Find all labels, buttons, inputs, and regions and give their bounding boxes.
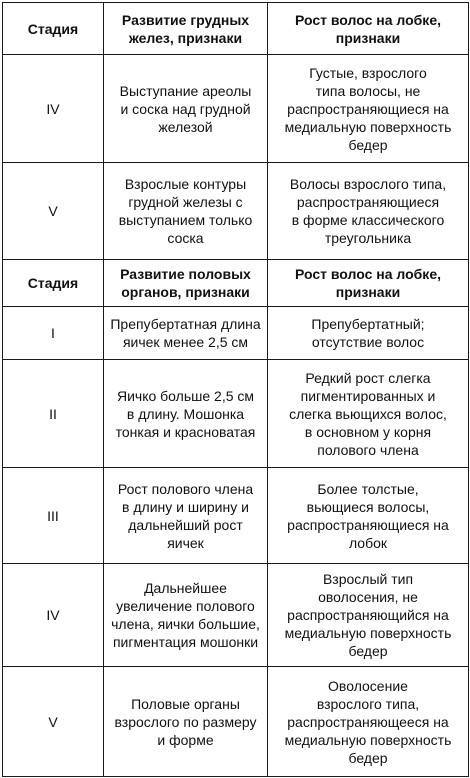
- header-row-genital: [3, 260, 469, 307]
- table-row: [3, 360, 469, 468]
- pubic-hair-cell: Препубертатный; отсутствие волос: [268, 307, 469, 360]
- stage-cell: V: [3, 163, 104, 260]
- genital-development-cell: Половые органы взрослого по размеру и форме: [104, 667, 268, 777]
- stage-cell: IV: [3, 55, 104, 163]
- table-row: [3, 564, 469, 667]
- genital-development-cell: Яичко больше 2,5 см в длину. Мошонка тонкая и красноватая: [104, 360, 268, 468]
- breast-development-cell: Взрослые контуры грудной железы с выступанием только соска: [104, 163, 268, 260]
- table-row: [3, 55, 469, 163]
- header-pubic-hair-cell: Рост волос на лобке, признаки: [268, 3, 469, 55]
- header-stage-cell: Стадия: [3, 3, 104, 55]
- pubic-hair-cell: Взрослый тип оволосения, не распространяющийся на медиальную поверхность бедер: [268, 564, 469, 667]
- stage-cell: IV: [3, 564, 104, 667]
- stage-cell: I: [3, 307, 104, 360]
- genital-development-cell: Препубертатная длина яичек менее 2,5 см: [104, 307, 268, 360]
- pubic-hair-cell: Редкий рост слегка пигментированных и слегка вьющихся волос, в основном у корня полового члена: [268, 360, 469, 468]
- header-row-breast: [3, 3, 469, 55]
- pubic-hair-cell: Более толстые, вьющиеся волосы, распространяющиеся на лобок: [268, 468, 469, 564]
- pubic-hair-cell: Густые, взрослого типа волосы, не распространяющиеся на медиальную поверхность бедер: [268, 55, 469, 163]
- genital-development-cell: Дальнейшее увеличение полового члена, яички большие, пигментация мошонки: [104, 564, 268, 667]
- header-stage-cell: Стадия: [3, 260, 104, 307]
- stage-cell: II: [3, 360, 104, 468]
- header-breast-development-cell: Развитие грудных желез, признаки: [104, 3, 268, 55]
- table-row: [3, 307, 469, 360]
- stage-cell: III: [3, 468, 104, 564]
- stage-cell: V: [3, 667, 104, 777]
- header-pubic-hair-cell: Рост волос на лобке, признаки: [268, 260, 469, 307]
- table-row: [3, 468, 469, 564]
- table-row: [3, 163, 469, 260]
- pubic-hair-cell: Волосы взрослого типа, распространяющиеся в форме классического треугольника: [268, 163, 469, 260]
- pubic-hair-cell: Оволосение взрослого типа, распространяющееся на медиальную поверхность бедер: [268, 667, 469, 777]
- genital-development-cell: Рост полового члена в длину и ширину и дальнейший рост яичек: [104, 468, 268, 564]
- header-genital-development-cell: Развитие половых органов, признаки: [104, 260, 268, 307]
- stages-table: [2, 2, 469, 777]
- table-row: [3, 667, 469, 777]
- breast-development-cell: Выступание ареолы и соска над грудной железой: [104, 55, 268, 163]
